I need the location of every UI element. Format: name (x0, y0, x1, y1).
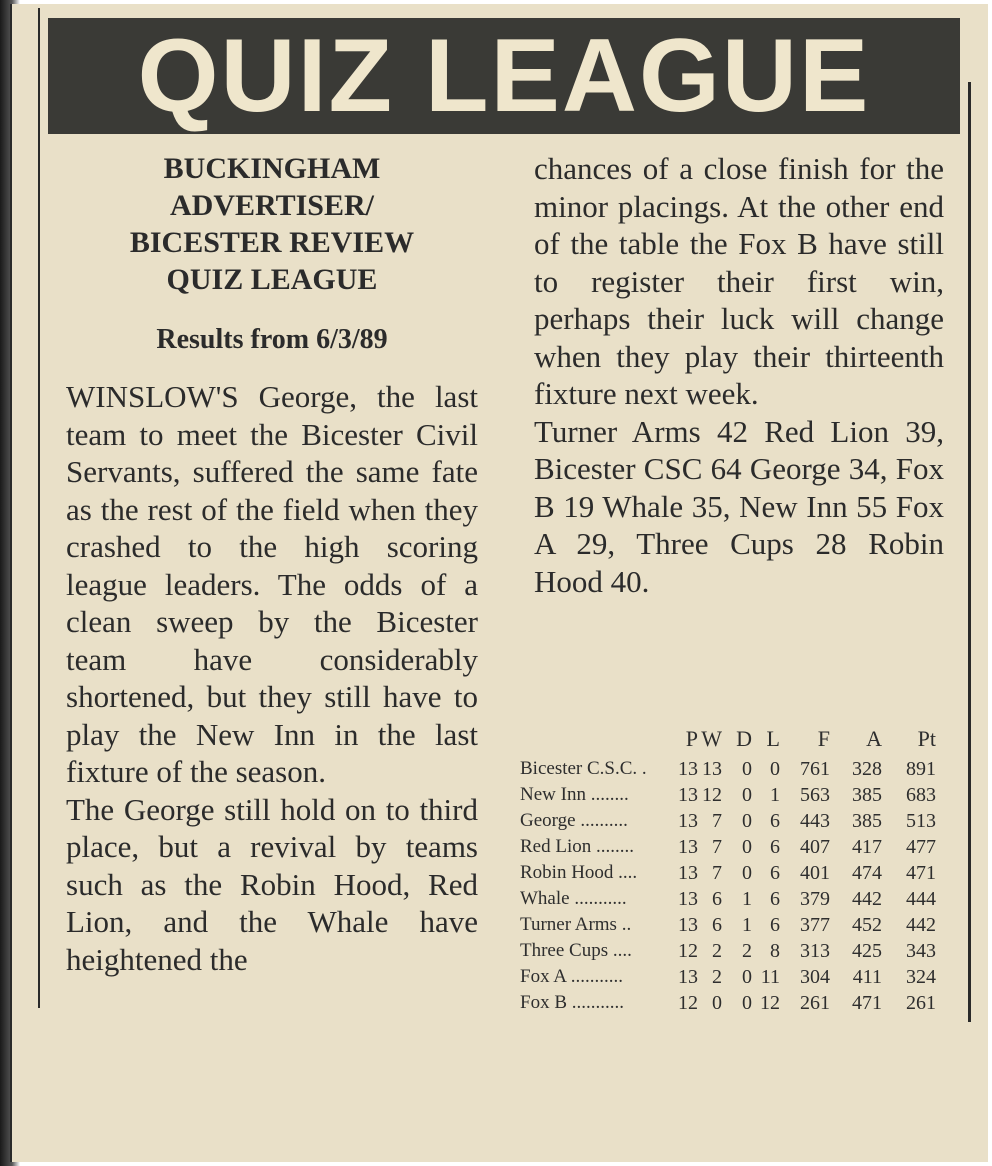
lost-cell: 6 (770, 810, 780, 832)
lost-cell: 6 (770, 836, 780, 858)
headline-line: QUIZ LEAGUE (166, 263, 378, 296)
article-paragraph: chances of a close finish for the minor placings. At the other end of the table the Fox B have still to register their first win, perhaps their luck will change when they play their thirteenth fixture next week. (534, 151, 944, 411)
masthead-title: QUIZ LEAGUE (137, 18, 871, 134)
drawn-cell: 0 (742, 784, 752, 806)
for-cell: 304 (800, 966, 830, 988)
article-paragraph: WINSLOW'S George, the last team to meet the Bicester Civil Servants, suffered the same fate as the rest of the field when they crashed to the high scoring league leaders. The odds of a clean sweep by the Bicester team have considerably shortened, but they still have to play the New Inn in the last fixture of the season. (66, 379, 478, 789)
table-row (520, 808, 956, 834)
table-header-cell: A (866, 726, 882, 751)
lost-cell: 6 (770, 862, 780, 884)
won-cell: 6 (712, 888, 722, 910)
table-header-cell: L (766, 726, 780, 751)
article-paragraph: The George still hold on to third place, but a revival by teams such as the Robin Hood, Red Lion, and the Whale have heightened the (66, 791, 478, 977)
won-cell: 6 (712, 914, 722, 936)
left-column (66, 150, 478, 978)
against-cell: 474 (852, 862, 882, 884)
team-name-cell: Three Cups .... (520, 940, 632, 961)
played-cell: 13 (678, 784, 698, 806)
table-header-cell: Pt (917, 726, 936, 751)
drawn-cell: 0 (742, 810, 752, 832)
table-header-row (520, 726, 956, 756)
lost-cell: 6 (770, 914, 780, 936)
table-header-cell: W (701, 726, 722, 751)
article-body-left (66, 378, 478, 978)
points-cell: 683 (906, 784, 936, 806)
points-cell: 442 (906, 914, 936, 936)
drawn-cell: 0 (742, 836, 752, 858)
team-name-cell: Whale ........... (520, 888, 627, 909)
won-cell: 7 (712, 810, 722, 832)
drawn-cell: 0 (742, 992, 752, 1014)
won-cell: 2 (712, 966, 722, 988)
drawn-cell: 1 (742, 888, 752, 910)
right-column (534, 150, 944, 600)
results-paragraph: Turner Arms 42 Red Lion 39, Bicester CSC 64 George 34, Fox B 19 Whale 35, New Inn 55 Fox A 29, Three Cups 28 Robin Hood 40. (534, 413, 944, 599)
lost-cell: 1 (770, 784, 780, 806)
points-cell: 343 (906, 940, 936, 962)
article-subhead: Results from 6/3/89 (156, 324, 388, 355)
won-cell: 2 (712, 940, 722, 962)
drawn-cell: 0 (742, 862, 752, 884)
won-cell: 12 (702, 784, 722, 806)
left-column-rule (38, 8, 40, 1008)
points-cell: 477 (906, 836, 936, 858)
lost-cell: 8 (770, 940, 780, 962)
lost-cell: 6 (770, 888, 780, 910)
team-name-cell: Fox B ........... (520, 992, 624, 1013)
table-row (520, 860, 956, 886)
team-name-cell: George .......... (520, 810, 628, 831)
match-results (534, 413, 944, 601)
played-cell: 13 (678, 758, 698, 780)
league-table (520, 726, 956, 1016)
table-row (520, 756, 956, 782)
table-header-cell: F (817, 726, 830, 751)
against-cell: 417 (852, 836, 882, 858)
played-cell: 13 (678, 810, 698, 832)
points-cell: 261 (906, 992, 936, 1014)
team-name-cell: Bicester C.S.C. . (520, 758, 647, 779)
team-name-cell: New Inn ........ (520, 784, 629, 805)
article-body-right (534, 150, 944, 413)
points-cell: 324 (906, 966, 936, 988)
for-cell: 407 (800, 836, 830, 858)
team-name-cell: Red Lion ........ (520, 836, 634, 857)
team-name-cell: Robin Hood .... (520, 862, 638, 883)
against-cell: 385 (852, 784, 882, 806)
drawn-cell: 2 (742, 940, 752, 962)
table-row (520, 990, 956, 1016)
headline-line: BUCKINGHAM (163, 152, 381, 185)
against-cell: 411 (852, 966, 882, 988)
for-cell: 377 (800, 914, 830, 936)
against-cell: 471 (852, 992, 882, 1014)
drawn-cell: 0 (742, 758, 752, 780)
against-cell: 452 (852, 914, 882, 936)
for-cell: 313 (800, 940, 830, 962)
table-row (520, 938, 956, 964)
won-cell: 0 (712, 992, 722, 1014)
against-cell: 328 (852, 758, 882, 780)
for-cell: 443 (800, 810, 830, 832)
against-cell: 442 (852, 888, 882, 910)
article-headline (66, 150, 478, 298)
for-cell: 401 (800, 862, 830, 884)
points-cell: 444 (906, 888, 936, 910)
table-header-cell: D (736, 726, 752, 751)
for-cell: 261 (800, 992, 830, 1014)
for-cell: 761 (800, 758, 830, 780)
played-cell: 13 (678, 836, 698, 858)
won-cell: 13 (702, 758, 722, 780)
table-row (520, 782, 956, 808)
team-name-cell: Fox A ........... (520, 966, 623, 987)
against-cell: 425 (852, 940, 882, 962)
lost-cell: 0 (770, 758, 780, 780)
table-header-cell: P (685, 726, 698, 751)
won-cell: 7 (712, 862, 722, 884)
won-cell: 7 (712, 836, 722, 858)
lost-cell: 12 (760, 992, 780, 1014)
headline-line: BICESTER REVIEW (129, 226, 415, 259)
headline-line: ADVERTISER/ (170, 189, 374, 222)
for-cell: 563 (800, 784, 830, 806)
drawn-cell: 1 (742, 914, 752, 936)
lost-cell: 11 (760, 966, 780, 988)
points-cell: 891 (906, 758, 936, 780)
played-cell: 12 (678, 940, 698, 962)
table-row (520, 912, 956, 938)
table-row (520, 886, 956, 912)
played-cell: 13 (678, 862, 698, 884)
played-cell: 12 (678, 992, 698, 1014)
against-cell: 385 (852, 810, 882, 832)
played-cell: 13 (678, 914, 698, 936)
drawn-cell: 0 (742, 966, 752, 988)
table-header-cell (520, 726, 676, 756)
right-column-rule (968, 82, 971, 1022)
team-name-cell: Turner Arms .. (520, 914, 632, 935)
table-row (520, 834, 956, 860)
table-row (520, 964, 956, 990)
played-cell: 13 (678, 888, 698, 910)
points-cell: 471 (906, 862, 936, 884)
masthead-banner (48, 18, 960, 134)
played-cell: 13 (678, 966, 698, 988)
for-cell: 379 (800, 888, 830, 910)
points-cell: 513 (906, 810, 936, 832)
